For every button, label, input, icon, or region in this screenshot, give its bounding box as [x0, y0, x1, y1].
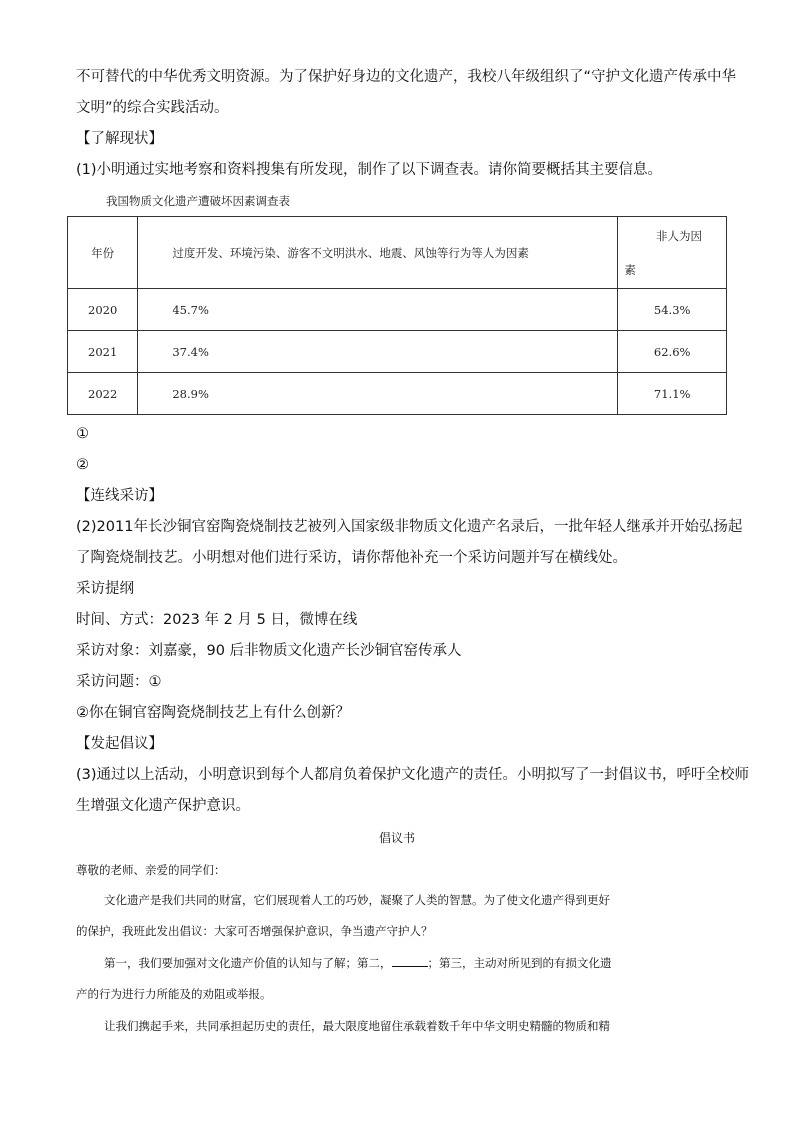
- cell-year: 2021: [68, 331, 138, 373]
- question-2-line-2: 了陶瓷烧制技艺。小明想对他们进行采访，请你帮他补充一个采访问题并写在横线处。: [76, 550, 627, 566]
- letter-p2-part-b: ；第三，主动对所见到的有损文化遗: [427, 956, 612, 970]
- answer-2-marker: ②: [76, 457, 89, 473]
- intro-line-1: 不可替代的中华优秀文明资源。为了保护好身边的文化遗产，我校八年级组织了“守护文化遗产传承中华: [76, 69, 737, 85]
- survey-table: [67, 216, 727, 415]
- letter-title: 倡议书: [378, 831, 415, 845]
- fill-in-blank[interactable]: [392, 954, 428, 967]
- interview-time: 时间、方式：2023 年 2 月 5 日，微博在线: [76, 612, 358, 628]
- table-title: 我国物质文化遗产遭破坏因素调查表: [106, 194, 290, 208]
- header-human-factors: 过度开发、环境污染、游客不文明洪水、地震、风蚀等行为等人为因素: [138, 217, 618, 289]
- letter-p1-line2: 的保护，我班此发出倡议：大家可否增强保护意识，争当遗产守护人？: [76, 924, 433, 938]
- header-year: 年份: [68, 217, 138, 289]
- section-heading-proposal: 【发起倡议】: [76, 736, 163, 752]
- outline-title: 采访提纲: [76, 581, 134, 597]
- table-row: [68, 289, 727, 331]
- cell-nonhuman: 54.3%: [618, 289, 727, 331]
- letter-p1-line1: 文化遗产是我们共同的财富，它们展现着人工的巧妙，凝聚了人类的智慧。为了使文化遗产得到更好: [104, 893, 610, 907]
- table-row: [68, 373, 727, 415]
- interview-question-2: ②你在铜官窑陶瓷烧制技艺上有什么创新？: [76, 705, 350, 721]
- table-row: [68, 331, 727, 373]
- question-3-line-1: (3)通过以上活动，小明意识到每个人都肩负着保护文化遗产的责任。小明拟写了一封倡议书，呼吁全校师: [76, 767, 750, 783]
- cell-human: 28.9%: [138, 373, 618, 415]
- section-heading-interview: 【连线采访】: [76, 488, 163, 504]
- letter-p2-line2: 产的行为进行力所能及的劝阻或举报。: [76, 987, 272, 1001]
- question-1: (1)小明通过实地考察和资料搜集有所发现，制作了以下调查表。请你简要概括其主要信息。: [76, 162, 663, 178]
- cell-nonhuman: 62.6%: [618, 331, 727, 373]
- question-2-line-1: (2)2011年长沙铜官窑陶瓷烧制技艺被列入国家级非物质文化遗产名录后，一批年轻人继承并开始弘扬起: [76, 519, 743, 535]
- section-heading-status: 【了解现状】: [76, 131, 163, 147]
- cell-year: 2020: [68, 289, 138, 331]
- letter-p2-line1: [104, 953, 612, 973]
- header-nonhuman-line2: 素: [624, 262, 636, 277]
- answer-1-marker: ①: [76, 426, 89, 442]
- letter-p3-line1: 让我们携起手来，共同承担起历史的责任，最大限度地留住承载着数千年中华文明史精髓的物质和精: [104, 1019, 610, 1033]
- header-nonhuman-factors: [618, 217, 727, 289]
- letter-p2-part-a: 第一，我们要加强对文化遗产价值的认知与了解；第二，: [104, 956, 392, 970]
- interview-object: 采访对象：刘嘉豪，90 后非物质文化遗产长沙铜官窑传承人: [76, 643, 462, 659]
- cell-human: 45.7%: [138, 289, 618, 331]
- cell-year: 2022: [68, 373, 138, 415]
- intro-line-2: 文明”的综合实践活动。: [76, 100, 229, 116]
- interview-questions-label: 采访问题：①: [76, 674, 162, 690]
- header-nonhuman-line1: 非人为因: [656, 228, 702, 243]
- letter-greeting: 尊敬的老师、亲爱的同学们：: [76, 863, 226, 877]
- cell-nonhuman: 71.1%: [618, 373, 727, 415]
- cell-human: 37.4%: [138, 331, 618, 373]
- question-3-line-2: 生增强文化遗产保护意识。: [76, 798, 250, 814]
- table-header-row: [68, 217, 727, 289]
